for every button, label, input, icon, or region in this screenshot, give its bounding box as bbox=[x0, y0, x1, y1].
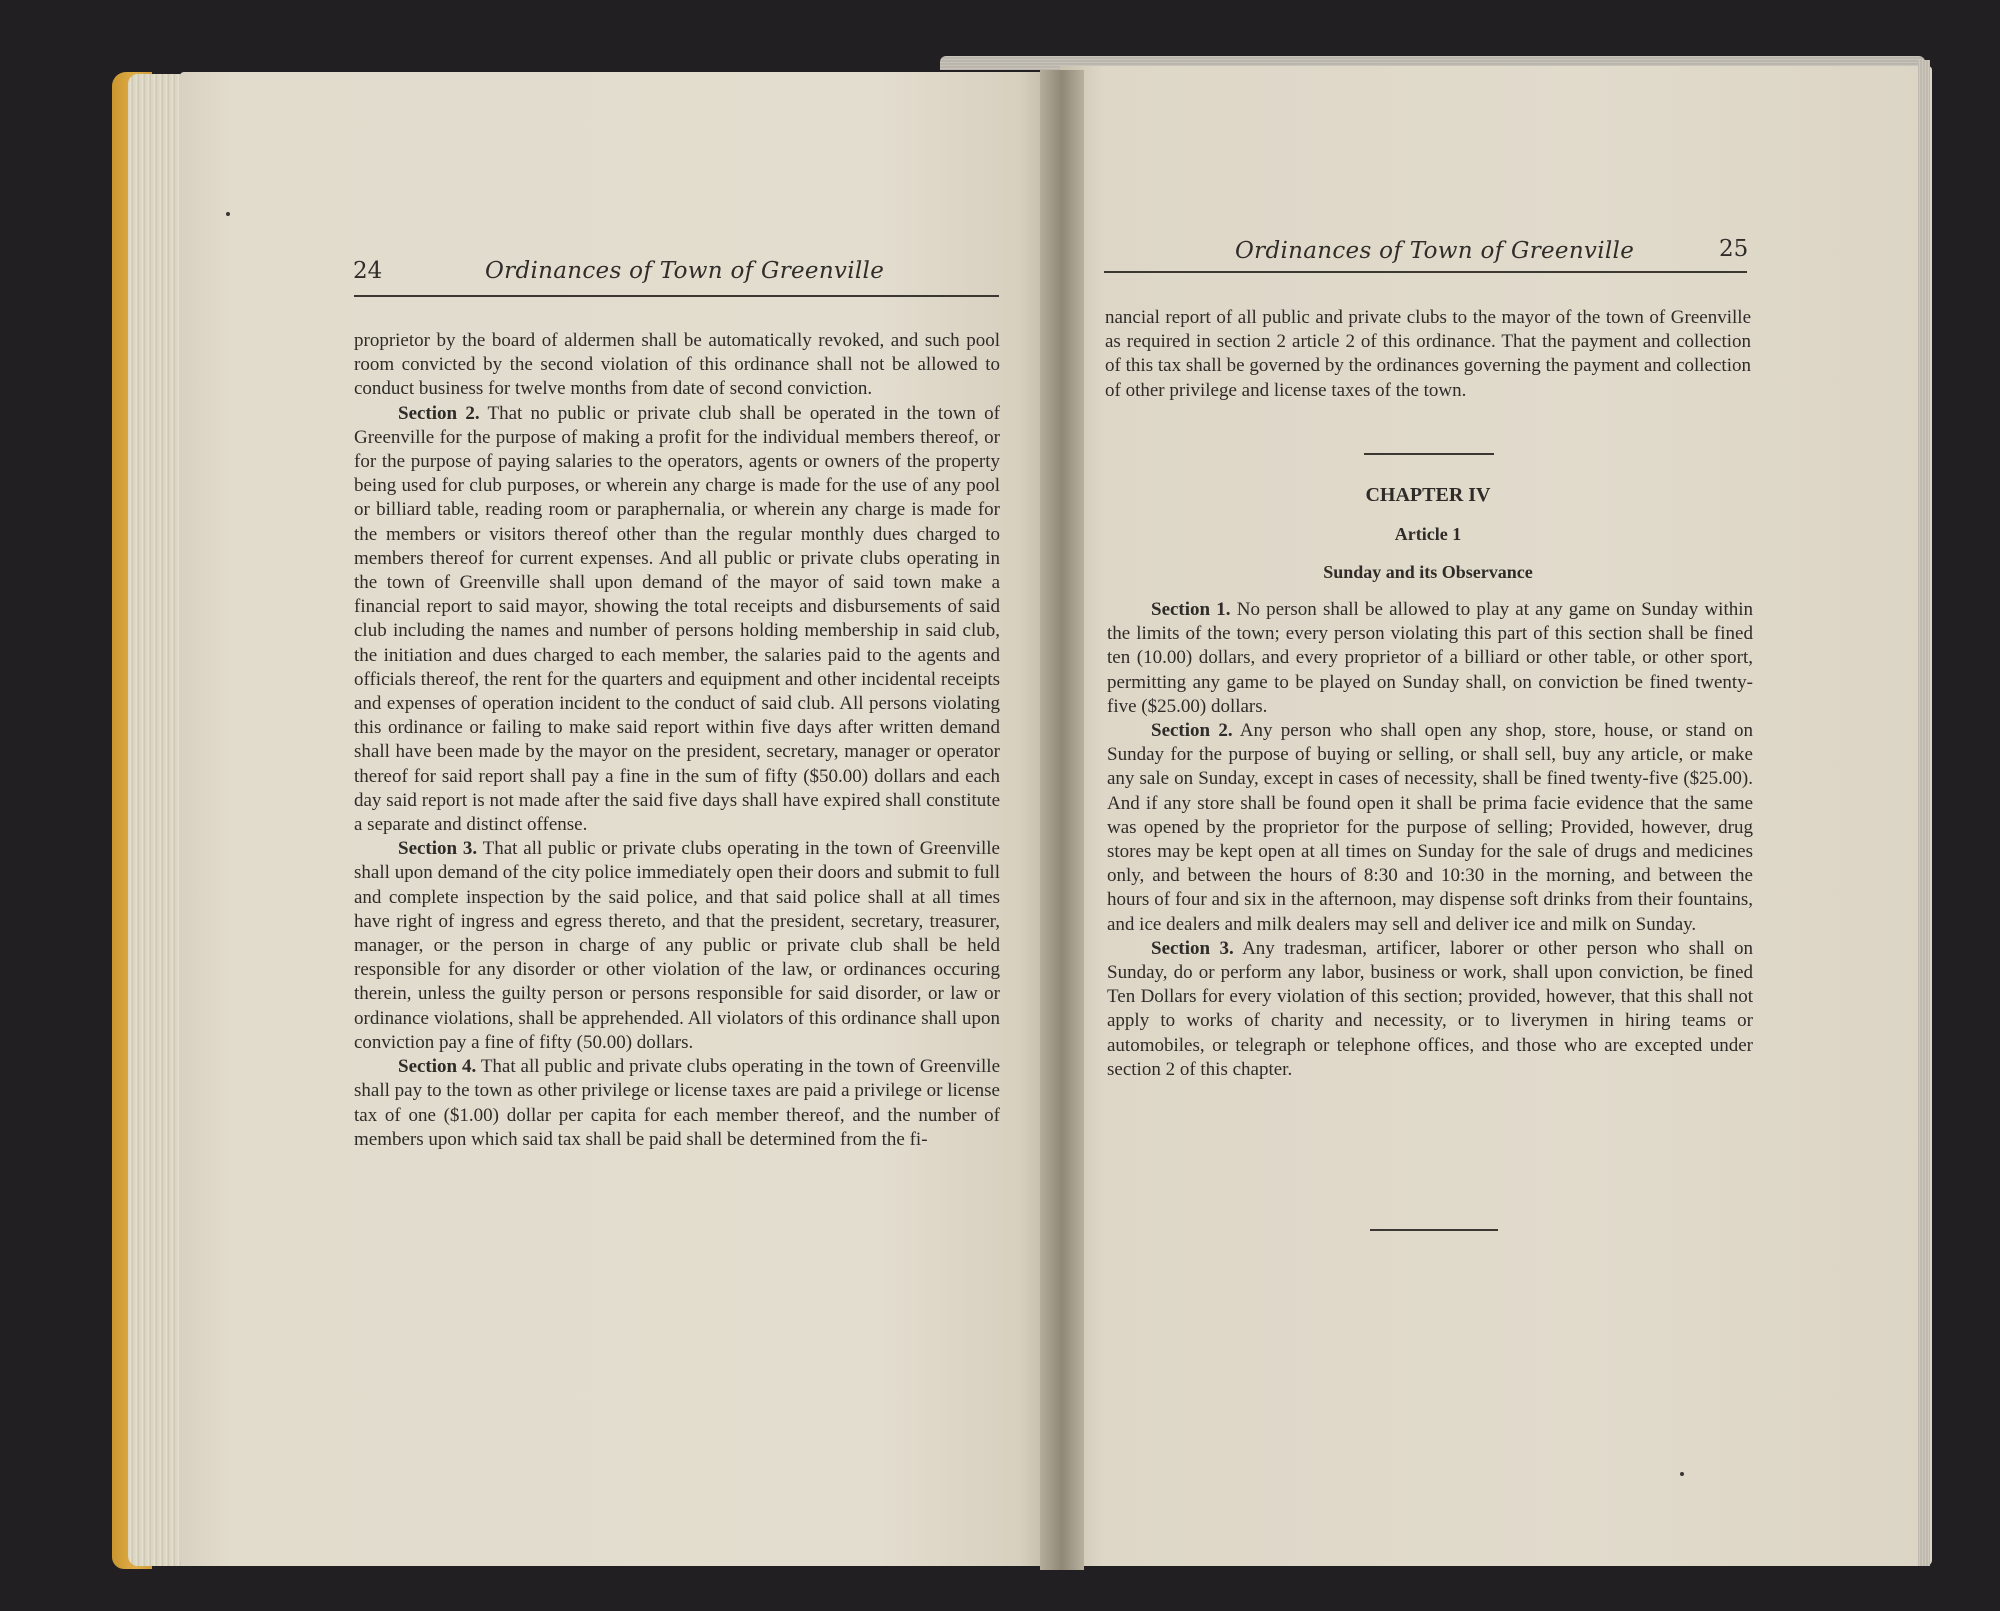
section-paragraph bbox=[354, 837, 1000, 1055]
page-number-25: 25 bbox=[1719, 236, 1749, 262]
section-text: That all public and private clubs operating in the town of Greenville shall pay to the town as other privilege or license taxes are paid a privilege or license tax of one ($1.00) dollar per capita for each member thereof, and the number of members upon which said tax shall be paid shall be determined from the fi- bbox=[354, 1056, 1001, 1150]
page-edges-right bbox=[1918, 60, 1930, 1566]
left-running-title bbox=[485, 258, 884, 284]
continuation-paragraph: proprietor by the board of aldermen shall be automatically revoked, and such pool room convicted by the second violation of this ordinance shall not be allowed to conduct business for twelve months from date of second conviction. bbox=[354, 330, 1000, 400]
section-label: Section 4. bbox=[398, 1056, 477, 1078]
section-label: Section 1. bbox=[1151, 599, 1231, 620]
article-heading: Article 1 bbox=[1394, 524, 1462, 544]
header-rule-left bbox=[354, 295, 999, 297]
section-paragraph bbox=[354, 1055, 1000, 1152]
chapter-heading: CHAPTER IV bbox=[1365, 484, 1491, 506]
right-page-continuation bbox=[1105, 306, 1751, 403]
page-number-24: 24 bbox=[353, 258, 383, 284]
right-page-body bbox=[1107, 598, 1753, 1082]
header-rule-right bbox=[1104, 271, 1747, 273]
page-edges-left bbox=[128, 74, 186, 1566]
section-label: Section 2. bbox=[1151, 720, 1233, 742]
running-title-text: Ordinances of Town of Greenville bbox=[485, 258, 885, 284]
section-text: Any person who shall open any shop, store, house, or stand on Sunday for the purpose of buying or selling, or shall sell, buy any article, or make any sale on Sunday, except in cases of necessity, shall be fined twenty-five ($25.00). And if any store shall be found open it shall be prima facie evidence that the same was opened by the proprietor for the purpose of selling; Provided, however, drug stores may be kept open at all times on Sunday for the sale of drugs and medicines only, and between the hours of 8:30 and 10:30 in the morning, and between the hours of four and six in the afternoon, may dispense soft drinks from their fountains, and ice dealers and milk dealers may sell and deliver ice and milk on Sunday. bbox=[1107, 720, 1754, 935]
section-paragraph bbox=[354, 402, 1000, 838]
chapter-divider-top bbox=[1364, 453, 1494, 455]
running-title-text: Ordinances of Town of Greenville bbox=[1235, 238, 1635, 264]
book-gutter bbox=[1040, 70, 1084, 1570]
section-text: Any tradesman, artificer, laborer or other person who shall on Sunday, do or perform any labor, business or work, shall upon conviction, be fined Ten Dollars for every violation of this section; provided, however, that this shall not apply to works of charity and necessity, or to liverymen in hiring teams or automobiles, or telegraph or telephone offices, and those who are excepted under section 2 of this chapter. bbox=[1107, 937, 1753, 1080]
section-text: No person shall be allowed to play at any game on Sunday within the limits of the town; every person violating this part of this section shall be fined ten (10.00) dollars, and every proprietor of a billiard or other table, or other sport, permitting any game to be played on Sunday shall, on conviction be fined twenty-five ($25.00) dollars. bbox=[1107, 599, 1753, 717]
section-paragraph bbox=[1107, 719, 1753, 937]
section-paragraph bbox=[1107, 598, 1753, 719]
page-speck bbox=[1680, 1472, 1684, 1476]
page-speck bbox=[226, 212, 230, 216]
right-running-title bbox=[1235, 238, 1634, 264]
section-text: That no public or private club shall be operated in the town of Greenville for the purpose of making a profit for the individual members thereof, or for the purpose of paying salaries to the operators, agents or owners of the property being used for club purposes, or wherein any charge is made for the use of any pool or billiard table, reading room or paraphernalia, or wherein any charge is made for the members or visitors thereof other than the regular monthly dues charged to members thereof for current expenses. And all public or private clubs operating in the town of Greenville shall upon demand of the mayor of said town make a financial report to said mayor, showing the total receipts and disbursements of said club including the names and number of persons holding membership in said club, the initiation and dues charged to each member, the salaries paid to the agents and officials thereof, the rent for the quarters and equipment and other incidental receipts and expenses of operation incident to the conduct of said club. All persons violating this ordinance or failing to make said report within five days after written demand shall have been made by the mayor on the president, secretary, manager or operator thereof for said report shall pay a fine in the sum of fifty ($50.00) dollars and each day said report is not made after the said five days shall have expired shall constitute a separate and distinct offense. bbox=[354, 402, 1000, 836]
chapter-divider-bottom bbox=[1370, 1229, 1498, 1231]
right-page-number bbox=[1719, 236, 1748, 262]
section-label: Section 2. bbox=[398, 402, 480, 424]
section-label: Section 3. bbox=[398, 838, 478, 860]
left-page-body bbox=[354, 329, 1000, 1152]
left-page-number bbox=[353, 258, 382, 284]
subject-heading: Sunday and its Observance bbox=[1323, 562, 1533, 582]
section-paragraph bbox=[1107, 937, 1753, 1082]
section-text: That all public or private clubs operating in the town of Greenville shall upon demand of the city police immediately open their doors and submit to full and complete inspection by the said police, and that said police shall at all times have right of ingress and egress thereto, and that the president, secretary, treasurer, manager, or the person in charge of any public or private club shall be held responsible for any disorder or other violation of the law, or ordinances occuring therein, unless the guilty person or persons responsible for said disorder, or law or ordinance violations, shall be apprehended. All violators of this ordinance shall upon conviction pay a fine of fifty (50.00) dollars. bbox=[354, 838, 1000, 1053]
continuation-paragraph: nancial report of all public and private clubs to the mayor of the town of Greenville as required in section 2 article 2 of this ordinance. That the payment and collection of this tax shall be governed by the ordinances governing the payment and collection of other privilege and license taxes of the town. bbox=[1105, 307, 1751, 401]
section-label: Section 3. bbox=[1151, 937, 1234, 959]
